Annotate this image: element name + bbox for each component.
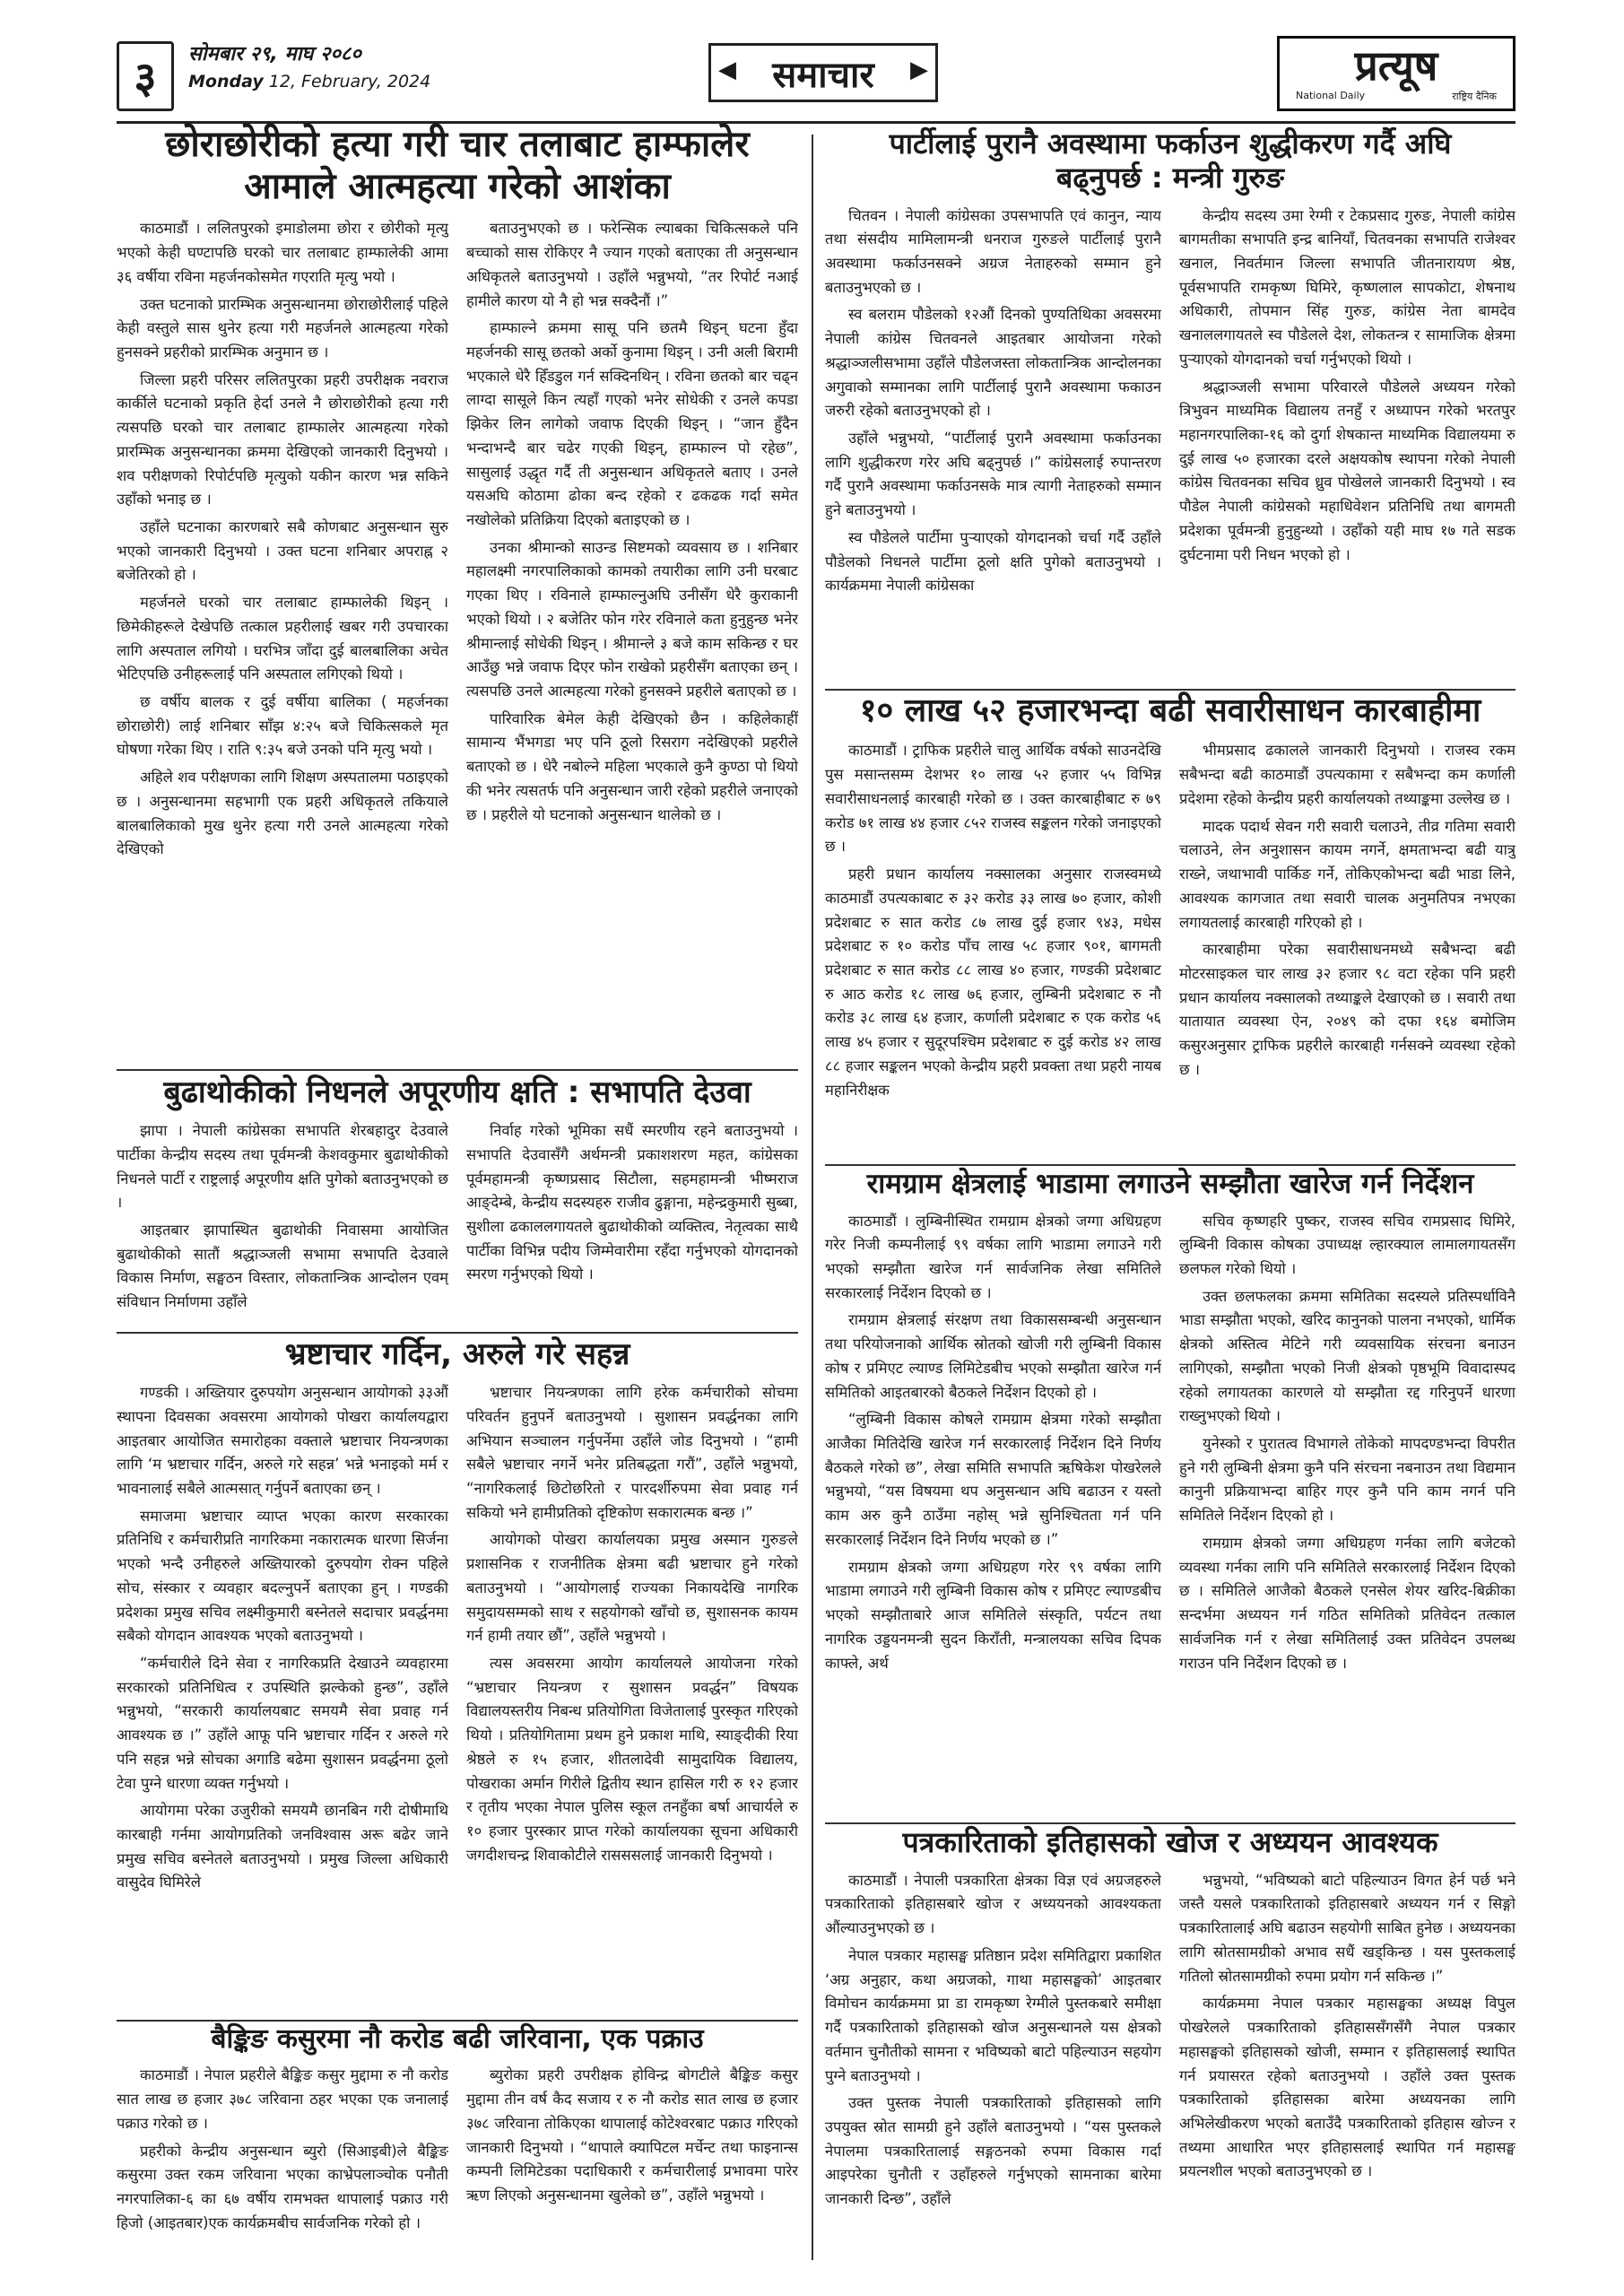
page-header — [117, 36, 1515, 124]
masthead-logo — [1277, 36, 1515, 111]
article-column — [466, 217, 798, 1060]
article-column — [466, 1381, 798, 2013]
headline-corruption: भ्रष्टाचार गर्दिन, अरुले गरे सहन्न — [284, 1336, 630, 1372]
paragraph: अहिले शव परीक्षणका लागि शिक्षण अस्पतालमा पठाइएको छ । अनुसन्धानमा सहभागी एक प्रहरी अधिकृतले तकियाले बालबालिकाको मुख थुनेर हत्या गरी उनले आत्महत्या गरेको देखिएको — [117, 769, 448, 858]
paragraph: उक्त पुस्तक नेपाली पत्रकारिताको इतिहासको लागि उपयुक्त स्रोत सामग्री हुने उहाँले बताउनुभयो । “यस पुस्तकले नेपालमा पत्रकारितालाई सङ्गठनको रुपमा विकास गर्दा आइपरेका चुनौती र उहाँहरुले गर्नुभएको सामनाका बारेमा जानकारी दिन्छ”, उहाँले — [825, 2094, 1161, 2208]
article-divider — [825, 1822, 1515, 1824]
article-journalism — [825, 1826, 1515, 2264]
paragraph: मादक पदार्थ सेवन गरी सवारी चलाउने, तीव्र गतिमा सवारी चलाउने, लेन अनुशासन कायम नगर्ने, क्षमताभन्दा बढी यात्रु राख्ने, जथाभावी पार्किङ गर्ने, तोकिएकोभन्दा बढी भाडा लिने, आवश्यक कागजात तथा सवारी चालक अनुमतिपत्र नभएका लगायतलाई कारबाही गरिएको हो । — [1179, 817, 1515, 931]
article-divider — [825, 689, 1515, 691]
date-value: 12, February, 2024 — [268, 72, 431, 91]
headline-journalism: पत्रकारिताको इतिहासको खोज र अध्ययन आवश्यक — [902, 1825, 1438, 1859]
article-vehicles — [825, 692, 1515, 1161]
paragraph: भन्नुभयो, “भविष्यको बाटो पहिल्याउन विगत हेर्न पर्छ भने जस्तै यसले पत्रकारिताको इतिहासबारे अध्ययन गर्न र सिङ्गो पत्रकारितालाई अघि बढाउन सहयोगी साबित हुनेछ । अध्ययनका लागि स्रोतसामग्रीको अभाव सधैं खड्किन्छ । यस पुस्तकलाई गतिलो स्रोतसामग्रीको रुपमा प्रयोग गर्न सकिन्छ ।” — [1179, 1871, 1515, 1985]
paragraph: उनका श्रीमान्को साउन्ड सिष्टमको व्यवसाय छ । शनिबार महालक्ष्मी नगरपालिकाको कामको तयारीका लागि उनी घरबाट गएका थिए । रविनाले हाम्फाल्नुअघि उनीसँग धेरै कुराकानी भएको थियो । २ बजेतिर फोन गरेर रविनाले कता हुनुहुन्छ भनेर श्रीमान्लाई सोधेकी थिइन् । श्रीमान्ले ३ बजे काम सकिन्छ र घर आउँछु भन्ने जवाफ दिएर फोन राखेको प्रहरीसँग बताएका छन् । त्यसपछि उनले आत्महत्या गरेको हुनसक्ने प्रहरीले बताएको छ । — [466, 538, 798, 700]
paragraph: गण्डकी । अख्तियार दुरुपयोग अनुसन्धान आयोगको ३३औं स्थापना दिवसका अवसरमा आयोगको पोखरा कार्यालयद्वारा आइतबार आयोजित समारोहका वक्ताले भ्रष्टाचार नियन्त्रणका लागि ‘म भ्रष्टाचार गर्दिन, अरुले गरे सहन्न’ भन्ने भनाइको मर्म र भावनालाई सबैले आत्मसात् गर्नुपर्ने बताएका छन् । — [117, 1384, 448, 1497]
headline-line-2: बढ्नुपर्छ : मन्त्री गुरुङ — [1056, 160, 1284, 195]
headline-banking: बैङ्किङ कसुरमा नौ करोड बढी जरिवाना, एक पक्राउ — [211, 2023, 704, 2055]
headline-murder — [117, 124, 798, 208]
article-column — [825, 204, 1161, 689]
masthead-name: प्रत्यूष — [1354, 40, 1438, 90]
masthead-tag-en: National Daily — [1296, 89, 1366, 101]
article-column — [117, 2064, 448, 2266]
paragraph: नेपाल पत्रकार महासङ्घ प्रतिष्ठान प्रदेश समितिद्वारा प्रकाशित ‘अग्र अनुहार, कथा अग्रजको, गाथा महासङ्घको’ आइतबार विमोचन कार्यक्रममा प्रा डा रामकृष्ण रेग्मीले पुस्तकबारे समीक्षा गर्दै पत्रकारिताको इतिहासको खोज अनुसन्धानले यस क्षेत्रको वर्तमान चुनौतीको सामना र भविष्यको बाटो पहिल्याउन सहयोग पुग्ने बताउनुभयो । — [825, 1946, 1161, 2084]
paragraph: सचिव कृष्णहरि पुष्कर, राजस्व सचिव रामप्रसाद घिमिरे, लुम्बिनी विकास कोषका उपाध्यक्ष ल्हारक्याल लामालगायतसँग छलफल गरेको थियो । — [1179, 1212, 1515, 1278]
article-column — [466, 1119, 798, 1321]
column-divider — [812, 135, 813, 2260]
headline-party — [825, 127, 1515, 196]
article-column — [117, 217, 448, 1060]
paragraph: स्व बलराम पौडेलको १२औं दिनको पुण्यतिथिका अवसरमा नेपाली कांग्रेस चितवनले आइतबार आयोजना गरेको श्रद्धाञ्जलीसभामा उहाँले पौडेलजस्ता लोकतान्त्रिक आन्दोलनका अगुवाको सम्मानका लागि पार्टीलाई पुरानै अवस्थामा फकाउन जरुरी रहेको बताउनुभएको हो । — [825, 306, 1161, 420]
masthead-tagline — [1280, 90, 1513, 103]
article-divider — [117, 1332, 798, 1334]
paragraph: श्रद्धाञ्जली सभामा परिवारले पौडेलले अध्ययन गरेको त्रिभुवन माध्यमिक विद्यालय तनहुँ र अध्यापन गरेको भरतपुर महानगरपालिका-१६ को दुर्गा शेषकान्त माध्यमिक विद्यालयमा रु दुई लाख ५० हजारका दरले अक्षयकोष स्थापना गरेको नेपाली कांग्रेस चितवनका सचिव ध्रुव पोखेलले जानकारी दिनुभयो । स्व पौडेल नेपाली कांग्रेसको महाधिवेशन प्रतिनिधि तथा बागमती प्रदेशका पूर्वमन्त्री हुनुहुन्थ्यो । उहाँको यही माघ १७ गते सडक दुर्घटनामा परी निधन भएको हो । — [1179, 378, 1515, 563]
paragraph: भीमप्रसाद ढकालले जानकारी दिनुभयो । राजस्व रकम सबैभन्दा बढी काठमाडौं उपत्यकामा र सबैभन्दा कम कर्णाली प्रदेशमा रहेको केन्द्रीय प्रहरी कार्यालयको तथ्याङ्कमा उल्लेख छ । — [1179, 742, 1515, 807]
headline-ramgram: रामग्राम क्षेत्रलाई भाडामा लगाउने सम्झौता खारेज गर्न निर्देशन — [866, 1168, 1474, 1200]
article-column — [825, 739, 1161, 1161]
headline-vehicles: १० लाख ५२ हजारभन्दा बढी सवारीसाधन कारबाहीमा — [859, 692, 1481, 729]
paragraph: भ्रष्टाचार नियन्त्रणका लागि हरेक कर्मचारीको सोचमा परिवर्तन हुनुपर्ने बताउनुभयो । सुशासन प्रवर्द्धनका लागि अभियान सञ्चालन गर्नुपर्नेमा उहाँले जोड दिनुभयो । “हामी सबैले भ्रष्टाचार नगर्ने भनेर प्रतिबद्धता गरौं”, उहाँले भन्नुभयो, “नागरिकलाई छिटोछरितो र पारदर्शीरुपमा सेवा प्रवाह गर्न सकियो भने हामीप्रतिको दृष्टिकोण सकारात्मक बन्छ ।” — [466, 1384, 798, 1521]
paragraph: रामग्राम क्षेत्रको जग्गा अधिग्रहण गरेर ९९ वर्षका लागि भाडामा लगाउने गरी लुम्बिनी विकास कोष र प्रमिएट ल्याण्डबीच भएको सम्झौताबारे आज समितिले संस्कृति, पर्यटन तथा नागरिक उड्डयनमन्त्री सुदन किराँती, मन्त्रालयका सचिव दिपक काफ्ले, अर्थ — [825, 1558, 1161, 1672]
date-english — [188, 72, 430, 91]
dateline — [188, 39, 430, 91]
paragraph: आइतबार झापास्थित बुढाथोकी निवासमा आयोजित बुढाथोकीको सातौं श्रद्धाञ्जली सभामा सभापति देउवाले विकास निर्माण, सङ्घठन विस्तार, लोकतान्त्रिक आन्दोलन एवम् संविधान निर्माणमा उहाँले — [117, 1221, 448, 1311]
paragraph: काठमाडौं । ललितपुरको इमाडोलमा छोरा र छोरीको मृत्यु भएको केही घण्टापछि घरको चार तलाबाट हाम्फालेकी आमा ३६ वर्षीया रविना महर्जनकोसमेत गएराति मृत्यु भयो । — [117, 220, 448, 285]
triangle-right-icon: ▶ — [910, 57, 928, 83]
paragraph: कार्यक्रममा नेपाल पत्रकार महासङ्घका अध्यक्ष विपुल पोखरेलले पत्रकारिताको इतिहाससँगसँगै नेपाल पत्रकार महासङ्घको इतिहासको खोजी, सम्मान र इतिहासलाई स्थापित गर्न प्रयासरत रहेको बताउनुभयो । उहाँले उक्त पुस्तक पत्रकारिताको इतिहासका बारेमा अध्ययनका लागि अभिलेखीकरण भएको बताउँदै पत्रकारिताको इतिहास खोज्न र तथ्यमा आधारित भएर इतिहासलाई स्थापित गर्न महासङ्घ प्रयत्नशील भएको बताउनुभएको छ । — [1179, 1995, 1515, 2180]
paragraph: बताउनुभएको छ । फरेन्सिक ल्याबका चिकित्सकले पनि बच्चाको सास रोकिएर नै ज्यान गएको बताएका ती अनुसन्धान अधिकृतले बताउनुभयो । उहाँले भन्नुभयो, “तर रिपोर्ट नआई हामीले कारण यो नै हो भन्न सक्दैनौं ।” — [466, 220, 798, 309]
paragraph: रामग्राम क्षेत्रलाई संरक्षण तथा विकाससम्बन्धी अनुसन्धान तथा परियोजनाको आर्थिक स्रोतको खोजी गरी लुम्बिनी विकास कोष र प्रमिएट ल्याण्ड लिमिटेडबीच भएको सम्झौता खारेज गर्न समितिको आइतबारको बैठकले निर्देशन दिएको हो । — [825, 1311, 1161, 1401]
paragraph: उक्त छलफलका क्रममा समितिका सदस्यले प्रतिस्पर्धाविनै भाडा सम्झौता भएको, खरिद कानुनको पालना नभएको, धार्मिक क्षेत्रको अस्तित्व मेटिने गरी व्यवसायिक संरचना बनाउन लागिएको, सम्झौता भएको निजी क्षेत्रको पृष्ठभूमि विवादास्पद रहेको लगायतका कारणले यो सम्झौता रद्द गरिनुपर्ने धारणा राख्नुभएको थियो । — [1179, 1287, 1515, 1425]
headline-line-1: पार्टीलाई पुरानै अवस्थामा फर्काउन शुद्धीकरण गर्दै अघि — [889, 126, 1452, 161]
headline-line-2: आमाले आत्महत्या गरेको आशंका — [244, 166, 671, 208]
date-day: Monday — [188, 72, 264, 91]
paragraph: झापा । नेपाली कांग्रेसका सभापति शेरबहादुर देउवाले पार्टीका केन्द्रीय सदस्य तथा पूर्वमन्त्री केशवकुमार बुढाथोकीको निधनले पार्टी र राष्ट्रलाई अपूरणीय क्षति पुगेको बताउनुभएको छ । — [117, 1122, 448, 1212]
paragraph: जिल्ला प्रहरी परिसर ललितपुरका प्रहरी उपरीक्षक नवराज कार्कीले घटनाको प्रकृति हेर्दा उनले नै छोराछोरीको हत्या गरी त्यसपछि घरको चार तलाबाट हाम्फालेर आत्महत्या गरेको प्रारम्भिक अनुसन्धानका क्रममा देखिएको जानकारी दिनुभयो । शव परीक्षणको रिपोर्टपछि मृत्युको यकीन कारण भन्न सकिने उहाँको भनाइ छ । — [117, 370, 448, 509]
article-column — [825, 1210, 1161, 1811]
paragraph: निर्वाह गरेको भूमिका सधैं स्मरणीय रहने बताउनुभयो । सभापति देउवासँगै अर्थमन्त्री प्रकाशशरण महत, कांग्रेसका पूर्वमहामन्त्री कृष्णप्रसाद सिटौला, सहमहामन्त्री भीष्मराज आङ्देम्बे, केन्द्रीय सदस्यहरु राजीव ढुङ्गाना, महेन्द्रकुमारी सुब्बा, सुशीला ढकाललगायतले बुढाथोकीको व्यक्तित्व, नेतृत्वका साथै पार्टीका विभिन्न पदीय जिम्मेवारीमा रहँदा गर्नुभएको योगदानको स्मरण गर्नुभएको थियो । — [466, 1122, 798, 1283]
article-murder — [117, 124, 798, 1060]
paragraph: ब्युरोका प्रहरी उपरीक्षक होविन्द्र बोगटीले बैङ्किङ कसुर मुद्दामा तीन वर्ष कैद सजाय र रु नौ करोड सात लाख छ हजार ३७८ जरिवाना तोकिएका थापालाई कोटेश्वरबाट पक्राउ गरिएको जानकारी दिनुभयो । “थापाले क्यापिटल मर्चेन्ट तथा फाइनान्स कम्पनी लिमिटेडका पदाधिकारी र कर्मचारीलाई प्रभावमा पारेर ऋण लिएको अनुसन्धानमा खुलेको छ”, उहाँले भन्नुभयो । — [466, 2066, 798, 2204]
paragraph: रामग्राम क्षेत्रको जग्गा अधिग्रहण गर्नका लागि बजेटको व्यवस्था गर्नका लागि पनि समितिले सरकारलाई निर्देशन दिएको छ । समितिले आजैको बैठकले एनसेल शेयर खरिद-बिक्रीका सन्दर्भमा अध्ययन गर्न गठित समितिको प्रतिवेदन तत्काल सार्वजनिक गर्न र लेखा समितिलाई उक्त प्रतिवेदन उपलब्ध गराउन पनि निर्देशन दिएको छ । — [1179, 1534, 1515, 1672]
paragraph: आयोगको पोखरा कार्यालयका प्रमुख अस्मान गुरुङले प्रशासनिक र राजनीतिक क्षेत्रमा बढी भ्रष्टाचार हुने गरेको बताउनुभयो । “आयोगलाई राज्यका निकायदेखि नागरिक समुदायसम्मको साथ र सहयोगको खाँचो छ, सुशासनक कायम गर्न हामी तयार छौं”, उहाँले भन्नुभयो । — [466, 1531, 798, 1645]
date-nepali: सोमबार २९, माघ २०८० — [188, 43, 361, 65]
paragraph: समाजमा भ्रष्टाचार व्याप्त भएका कारण सरकारका प्रतिनिधि र कर्मचारीप्रति नागरिकमा नकारात्मक धारणा सिर्जना भएको भन्दै उनीहरुले अख्तियारको दुरुपयोग रोक्न पहिले सोच, संस्कार र व्यवहार बदल्नुपर्ने बताएका हुन् । गण्डकी प्रदेशका प्रमुख सचिव लक्ष्मीकुमारी बस्नेतले सदाचार प्रवर्द्धनमा सबैको योगदान आवश्यक भएको बताउनुभयो । — [117, 1507, 448, 1645]
paragraph: “कर्मचारीले दिने सेवा र नागरिकप्रति देखाउने व्यवहारमा सरकारको प्रतिनिधित्व र उपस्थिति झल्केको हुन्छ”, उहाँले भन्नुभयो, “सरकारी कार्यालयबाट समयमै सेवा प्रवाह गर्न आवश्यक छ ।” उहाँले आफू पनि भ्रष्टाचार गर्दिन र अरुले गरे पनि सहन्न भन्ने सोचका अगाडि बढेमा सुशासन प्रवर्द्धनमा ठूलो टेवा पुग्ने धारणा व्यक्त गर्नुभयो । — [117, 1655, 448, 1792]
paragraph: उक्त घटनाको प्रारम्भिक अनुसन्धानमा छोराछोरीलाई पहिले केही वस्तुले सास थुनेर हत्या गरी महर्जनले आत्महत्या गरेको हुनसक्ने प्रहरीको प्रारम्भिक अनुमान छ । — [117, 295, 448, 361]
article-divider — [117, 1069, 798, 1071]
article-divider — [825, 1164, 1515, 1166]
headline-line-1: छोराछोरीको हत्या गरी चार तलाबाट हाम्फालेर — [165, 124, 750, 165]
paragraph: काठमाडौं । नेपाल प्रहरीले बैङ्किङ कसुर मुद्दामा रु नौ करोड सात लाख छ हजार ३७८ जरिवाना ठहर भएका एक जनालाई पक्राउ गरेको छ । — [117, 2066, 448, 2132]
paragraph: काठमाडौं । नेपाली पत्रकारिता क्षेत्रका विज्ञ एवं अग्रजहरुले पत्रकारिताको इतिहासबारे खोज र अध्ययनको आवश्यकता औंल्याउनुभएको छ । — [825, 1871, 1161, 1937]
paragraph: प्रहरीको केन्द्रीय अनुसन्धान ब्युरो (सिआइबी)ले बैङ्किङ कसुरमा उक्त रकम जरिवाना भएका काभ्रेपलाञ्चोक पनौती नगरपालिका-६ का ६७ वर्षीय रामभक्त थापालाई पक्राउ गरी हिजो (आइतबार)एक कार्यक्रमबीच सार्वजनिक गरेको हो । — [117, 2142, 448, 2231]
triangle-left-icon: ◀ — [718, 57, 736, 83]
article-column — [1179, 1210, 1515, 1811]
article-column — [1179, 1869, 1515, 2264]
article-column — [1179, 204, 1515, 689]
paragraph: चितवन । नेपाली कांग्रेसका उपसभापति एवं कानुन, न्याय तथा संसदीय मामिलामन्त्री धनराज गुरुङले पार्टीलाई पुरानै अवस्थामा फर्काउनसक्ने अग्रज नेताहरुको सम्मान हुने बताउनुभएको छ । — [825, 206, 1161, 296]
article-divider — [117, 2020, 798, 2022]
paragraph: हाम्फाल्ने क्रममा सासू पनि छतमै थिइन् घटना हुँदा महर्जनकी सासू छतको अर्को कुनामा थिइन् । उनी अली बिरामी भएकाले धेरै हिँडडुल गर्न सक्दिनथिन् । रविना छतको बार चढ्न लाग्दा सासूले किन त्यहाँ गएको भनेर सोधेकी र उनले कपडा झिकेर लिन लागेको जवाफ दिएकी थिइन् । “जान हुँदैन भन्दाभन्दै बार चढेर गएकी थिइन्, हाम्फाल्न पो रहेछ”, सासुलाई उद्धृत गर्दै ती अनुसन्धान अधिकृतले बताए । उनले यसअघि कोठामा ढोका बन्द रहेको र ढकढक गर्दा समेत नखोलेको प्रतिक्रिया दिएको बताइएको छ । — [466, 319, 798, 528]
article-ramgram — [825, 1168, 1515, 1811]
article-column — [1179, 739, 1515, 1161]
section-label — [708, 43, 938, 102]
article-column — [117, 1381, 448, 2013]
paragraph: महर्जनले घरको चार तलाबाट हाम्फालेकी थिइन् । छिमेकीहरूले देखेपछि तत्काल प्रहरीलाई खबर गरी उपचारका लागि अस्पताल लगियो । घरभित्र जाँदा दुई बालबालिका अचेत भेटिएपछि उनीहरूलाई पनि अस्पताल लगिएको थियो । — [117, 594, 448, 683]
paragraph: कारबाहीमा परेका सवारीसाधनमध्ये सबैभन्दा बढी मोटरसाइकल चार लाख ३२ हजार ९८ वटा रहेका पनि प्रहरी प्रधान कार्यालय नक्सालको तथ्याङ्कले देखाएको छ । सवारी तथा यातायात व्यवस्था ऐन, २०४९ को दफा १६४ बमोजिम कसुरअनुसार ट्राफिक प्रहरीले कारबाही गर्नसक्ने व्यवस्था रहेको छ । — [1179, 941, 1515, 1078]
paragraph: छ वर्षीय बालक र दुई वर्षीया बालिका ( महर्जनका छोराछोरी) लाई शनिबार साँझ ४:२५ बजे चिकित्सकले मृत घोषणा गरेका थिए । राति ९:३५ बजे उनको पनि मृत्यु भयो । — [117, 693, 448, 759]
paragraph: प्रहरी प्रधान कार्यालय नक्सालका अनुसार राजस्वमध्ये काठमाडौं उपत्यकाबाट रु ३२ करोड ३३ लाख ७० हजार, कोशी प्रदेशबाट रु सात करोड ८७ लाख दुई हजार ९४३, मधेस प्रदेशबाट रु १० करोड पाँच लाख ५८ हजार ९०१, बागमती प्रदेशबाट रु सात करोड ८८ लाख ४० हजार, गण्डकी प्रदेशबाट रु आठ करोड १८ लाख ७६ हजार, लुम्बिनी प्रदेशबाट रु नौ करोड ३८ लाख ६४ हजार, कर्णाली प्रदेशबाट रु एक करोड ५६ लाख ४५ हजार र सुदूरपश्चिम प्रदेशबाट रु दुई करोड ४२ लाख ८८ हजार सङ्कलन भएको केन्द्रीय प्रहरी प्रवक्ता तथा प्रहरी नायब महानिरीक्षक — [825, 865, 1161, 1099]
paragraph: “लुम्बिनी विकास कोषले रामग्राम क्षेत्रमा गरेको सम्झौता आजैका मितिदेखि खारेज गर्न सरकारलाई निर्देशन दिने निर्णय बैठकले गरेको छ”, लेखा समिति सभापति ऋषिकेश पोखरेलले भन्नुभयो, “यस विषयमा थप अनुसन्धान अघि बढाउन र यस्तो काम अरु कुनै ठाउँमा नहोस् भन्ने सुनिश्चितता गर्न पनि सरकारलाई निर्देशन दिने निर्णय भएको छ ।” — [825, 1411, 1161, 1548]
page-number: ३ — [117, 41, 174, 111]
paragraph: उहाँले भन्नुभयो, “पार्टीलाई पुरानै अवस्थामा फर्काउनका लागि शुद्धीकरण गरेर अघि बढ्नुपर्छ ।” कांग्रेसलाई रुपान्तरण गर्दै पुरानै अवस्थामा फर्काउनसके मात्र त्यागी नेताहरुको सम्मान हुने बताउनुभयो । — [825, 429, 1161, 519]
article-budhathoki — [117, 1074, 798, 1321]
headline-budhathoki: बुढाथोकीको निधनले अपूरणीय क्षति : सभापति देउवा — [163, 1074, 751, 1110]
masthead-tag-ne: राष्ट्रिय दैनिक — [1452, 90, 1497, 102]
article-column — [117, 1119, 448, 1321]
paragraph: युनेस्को र पुरातत्व विभागले तोकेको मापदण्डभन्दा विपरीत हुने गरी लुम्बिनी क्षेत्रमा कुनै पनि संरचना नबनाउन तथा विद्यमान कानुनी प्रक्रियाभन्दा बाहिर गएर कुनै पनि काम नगर्न पनि समितिले निर्देशन दिएको हो । — [1179, 1435, 1515, 1525]
section-title: समाचार — [772, 54, 874, 96]
article-party — [825, 127, 1515, 689]
article-banking — [117, 2023, 798, 2266]
paragraph: त्यस अवसरमा आयोग कार्यालयले आयोजना गरेको “भ्रष्टाचार नियन्त्रण र सुशासन प्रवर्द्धन” विषयक विद्यालयस्तरीय निबन्ध प्रतियोगिता विजेतालाई पुरस्कृत गरिएको थियो । प्रतियोगितामा प्रथम हुने प्रकाश माथि, स्याङ्दीकी रिया श्रेष्ठले रु १५ हजार, शीतलादेवी सामुदायिक विद्यालय, पोखराका अर्मान गिरीले द्वितीय स्थान हासिल गरी रु १२ हजार र तृतीय भएका नेपाल पुलिस स्कूल तनहुँका बर्षा आचार्यले रु १० हजार पुरस्कार प्राप्त गरेको कार्यालयका सूचना अधिकारी जगदीशचन्द्र शिवाकोटीले रासससलाई जानकारी दिनुभयो । — [466, 1655, 798, 1864]
paragraph: केन्द्रीय सदस्य उमा रेग्मी र टेकप्रसाद गुरुङ, नेपाली कांग्रेस बागमतीका सभापति इन्द्र बानियाँ, चितवनका सभापति राजेश्वर खनाल, निवर्तमान जिल्ला सभापति जीतनारायण श्रेष्ठ, पूर्वसभापति रामकृष्ण घिमिरे, कृष्णलाल सापकोटा, शेषनाथ अधिकारी, तोपमान सिंह गुरुङ, कांग्रेस नेता बामदेव खनाललगायतले स्व पौडेलले देश, लोकतन्त्र र सामाजिक क्षेत्रमा पुऱ्याएको योगदानको चर्चा गर्नुभएको थियो । — [1179, 206, 1515, 368]
paragraph: काठमाडौं । लुम्बिनीस्थित रामग्राम क्षेत्रको जग्गा अधिग्रहण गरेर निजी कम्पनीलाई ९९ वर्षका लागि भाडामा लगाउने गरी भएको सम्झौता खारेज गर्न सार्वजनिक लेखा समितिले सरकारलाई निर्देशन दिएको छ । — [825, 1212, 1161, 1301]
paragraph: काठमाडौं । ट्राफिक प्रहरीले चालु आर्थिक वर्षको साउनदेखि पुस मसान्तसम्म देशभर १० लाख ५२ हजार ५५ विभिन्न सवारीसाधनलाई कारबाही गरेको छ । उक्त कारबाहीबाट रु ७९ करोड ७१ लाख ४४ हजार ८५२ राजस्व सङ्कलन गरेको जनाइएको छ । — [825, 742, 1161, 856]
paragraph: पारिवारिक बेमेल केही देखिएको छैन । कहिलेकाहीं सामान्य भैंभगडा भए पनि ठूलो रिसराग नदेखिएको प्रहरीले बताएको छ । धेरै नबोल्ने महिला भएकाले कुनै कुण्ठा पो थियो की भनेर त्यसतर्फ पनि अनुसन्धान जारी रहेको प्रहरीले जनाएको छ । प्रहरीले यो घटनाको अनुसन्धान थालेको छ । — [466, 709, 798, 823]
article-corruption — [117, 1336, 798, 2013]
paragraph: आयोगमा परेका उजुरीको समयमै छानबिन गरी दोषीमाथि कारबाही गर्नमा आयोगप्रतिको जनविश्वास अरू बढेर जाने प्रमुख सचिव बस्नेतले बताउनुभयो । प्रमुख जिल्ला अधिकारी वासुदेव घिमिरेले — [117, 1802, 448, 1892]
paragraph: स्व पौडेलले पार्टीमा पुऱ्याएको योगदानको चर्चा गर्दै उहाँले पौडेलको निधनले पार्टीमा ठूलो क्षति पुगेको बताउनुभयो । कार्यक्रममा नेपाली कांग्रेसका — [825, 528, 1161, 595]
paragraph: उहाँले घटनाका कारणबारे सबै कोणबाट अनुसन्धान सुरु भएको जानकारी दिनुभयो । उक्त घटना शनिबार अपराह्न २ बजेतिरको हो । — [117, 518, 448, 584]
article-column — [825, 1869, 1161, 2264]
article-column — [466, 2064, 798, 2266]
